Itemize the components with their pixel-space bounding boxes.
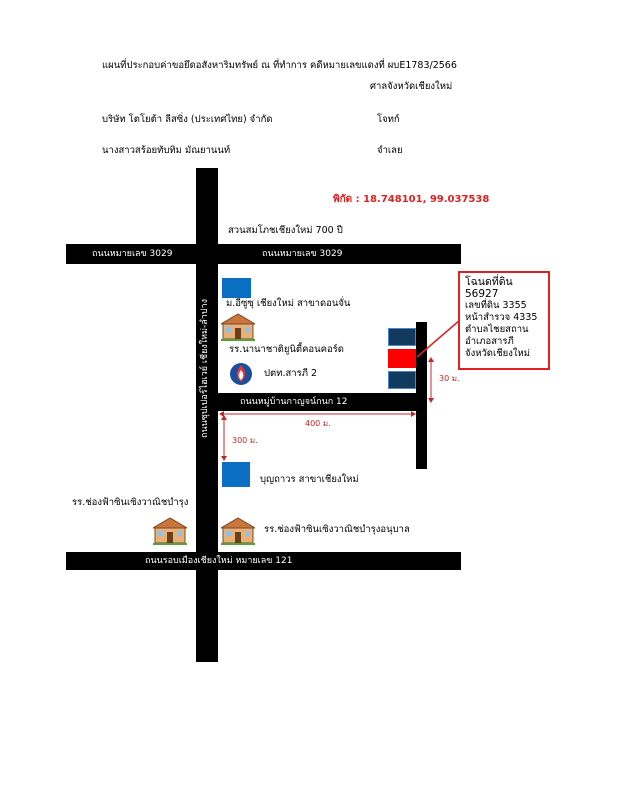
plaintiff-role: โจทก์	[377, 114, 400, 125]
dimension-30m-label: 30 ม.	[439, 374, 460, 383]
dimension-300m-arrow	[218, 414, 230, 464]
land-deed-callout	[458, 271, 550, 370]
school-icon	[153, 517, 187, 549]
defendant-role: จำเลย	[377, 145, 403, 156]
target-plot	[388, 349, 416, 368]
adjacent-plot-bottom	[388, 371, 416, 389]
park-label: สวนสมโภชเชียงใหม่ 700 ปี	[228, 225, 343, 236]
adjacent-plot-top	[388, 328, 416, 346]
callout-pointer	[414, 318, 464, 360]
coordinates-label: พิกัด : 18.748101, 99.037538	[333, 194, 490, 205]
road-3029-label-left: ถนนหมายเลข 3029	[92, 249, 173, 259]
plaintiff-name: บริษัท โตโยต้า ลีสซิ่ง (ประเทศไทย) จำกัด	[102, 114, 273, 125]
document-title: แผนที่ประกอบค่าขอยึดอสังหาริมทรัพย์ ณ ที่ทำการ คดีหมายเลขแดงที่ ผบE1783/2566	[102, 60, 457, 71]
callout-province: จังหวัดเชียงใหม่	[465, 348, 531, 359]
superhighway-road-label: ถนนซุปเปอร์ไฮเวย์ เชียงใหม่-ลำปาง	[200, 299, 210, 438]
dimension-400m-label: 400 ม.	[305, 419, 331, 428]
school-icon	[221, 517, 255, 549]
defendant-name: นางสาวสร้อยทับทิม มัณยานนท์	[102, 145, 231, 156]
village-road-label: ถนนหมู่บ้านกาญจน์กนก 12	[240, 397, 348, 407]
callout-deed-number: โฉนดที่ดิน 56927	[465, 276, 513, 300]
school1-label: รร.นานาชาติยูนิตี้คอนคอร์ด	[229, 344, 344, 355]
callout-district: อำเภอสารภี	[465, 336, 514, 347]
isuzu-marker	[222, 278, 251, 298]
court-name: ศาลจังหวัดเชียงใหม่	[370, 81, 453, 92]
ptt-icon	[229, 362, 253, 390]
callout-survey-page: หน้าสำรวจ 4335	[465, 312, 538, 323]
callout-land-number: เลขที่ดิน 3355	[465, 300, 527, 311]
ptt-label: ปตท.สารภี 2	[264, 368, 318, 379]
road-3029-label-right: ถนนหมายเลข 3029	[262, 249, 343, 259]
ring-road-label: ถนนรอบเมืองเชียงใหม่ หมายเลข 121	[145, 556, 293, 566]
dimension-300m-label: 300 ม.	[232, 436, 258, 445]
school-icon	[221, 313, 255, 345]
boonthavorn-label: บุญถาวร สาขาเชียงใหม่	[260, 474, 359, 485]
dimension-30m-arrow	[424, 356, 440, 406]
school2-label: รร.ช่องฟ้าซินเซิงวาณิชบำรุงอนุบาล	[264, 524, 410, 535]
isuzu-label: ม.อีซูซุ เชียงใหม่ สาขาดอนจั่น	[226, 298, 351, 309]
boonthavorn-marker	[222, 462, 250, 487]
school-left-label: รร.ช่องฟ้าซินเซิงวาณิชบำรุง	[72, 497, 189, 508]
callout-subdistrict: ตำบลไชยสถาน	[465, 324, 529, 335]
